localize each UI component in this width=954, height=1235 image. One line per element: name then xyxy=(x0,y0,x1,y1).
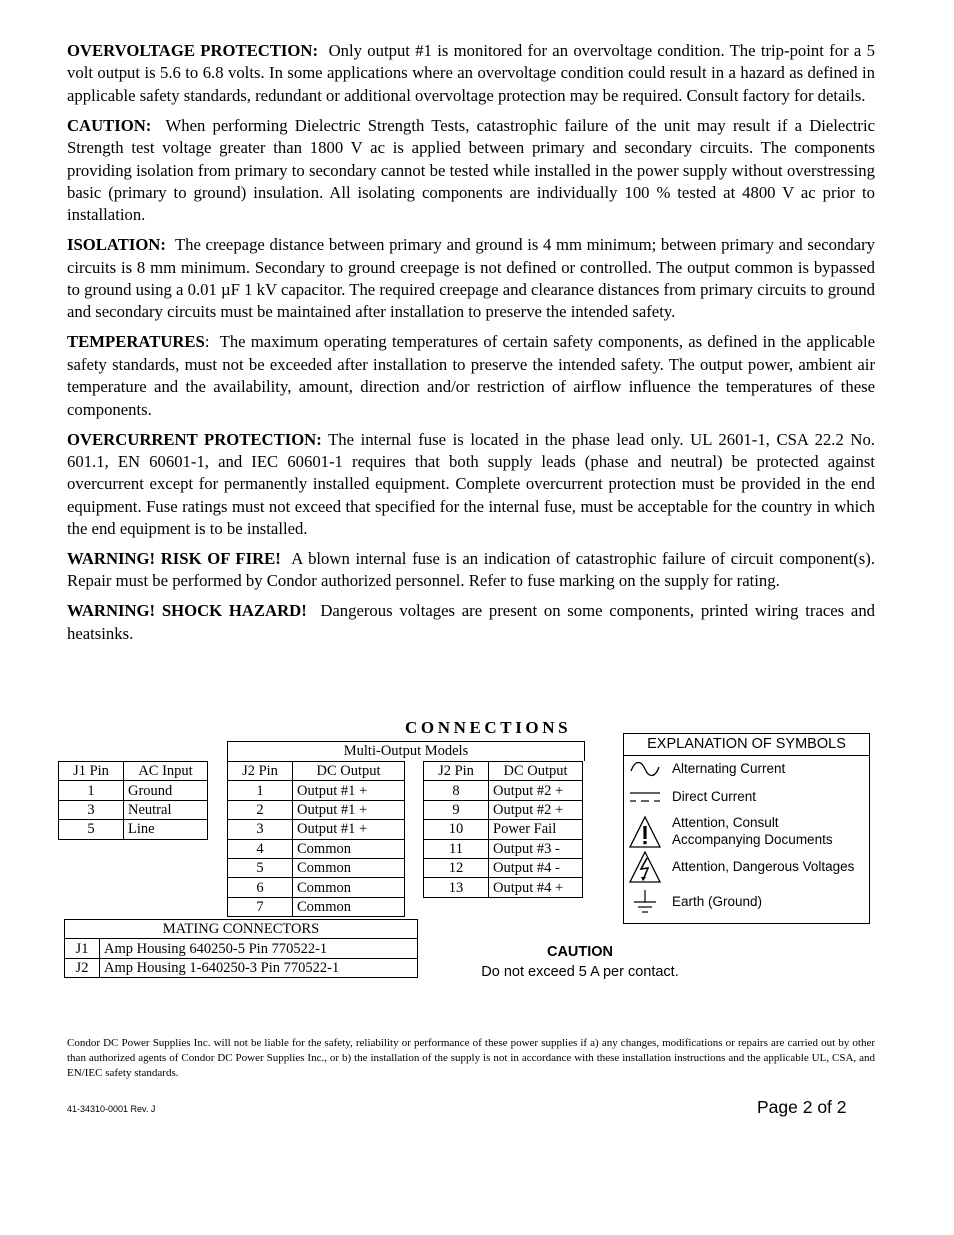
temperatures-paragraph: TEMPERATURES: The maximum operating temperatures of certain safety components, as defined in the applicable safety standards, must not be exceeded after installation to preserve the intended safety. The output power, ambient air temperature and the availability, amount, direction and/or restriction of airflow influence the temperatures of these components. xyxy=(67,332,875,419)
symbol-row xyxy=(624,758,869,780)
paragraph-heading: OVERCURRENT PROTECTION: xyxy=(67,429,322,449)
symbol-row xyxy=(624,814,869,850)
connections-title: CONNECTIONS xyxy=(405,718,572,737)
table-row xyxy=(65,939,418,958)
table-row xyxy=(59,800,208,819)
paragraph-heading: WARNING! SHOCK HAZARD! xyxy=(67,601,307,621)
paragraph-heading: TEMPERATURES xyxy=(67,332,205,352)
caution-text: Do not exceed 5 A per contact. xyxy=(481,963,679,980)
caution-title: CAUTION xyxy=(546,944,614,960)
table-header: J2 Pin xyxy=(424,762,489,781)
symbol-label: Direct Current xyxy=(672,789,757,804)
table-row xyxy=(228,800,405,819)
table-row xyxy=(424,800,583,819)
pin-cell: 1 xyxy=(228,781,293,800)
caution-paragraph xyxy=(67,115,875,227)
table-row xyxy=(228,858,405,877)
function-cell: Common xyxy=(293,858,405,877)
symbol-label: Earth (Ground) xyxy=(672,894,763,909)
function-cell: Output #2 + xyxy=(489,800,583,819)
table-row xyxy=(424,839,583,858)
symbols-title: EXPLANATION OF SYMBOLS xyxy=(624,734,869,756)
pin-cell: 1 xyxy=(59,781,124,800)
multi-output-header: Multi-Output Models xyxy=(227,741,585,761)
symbol-label: Attention, Consult Accompanying Documents xyxy=(672,815,833,847)
j2-outputs-table-a xyxy=(227,761,405,917)
pin-cell: 9 xyxy=(424,800,489,819)
overvoltage-paragraph xyxy=(67,40,875,107)
paragraph-text: Only output #1 is monitored for an overvoltage condition. The trip-point for a 5 volt output is 5.6 to 6.8 volts. In some applications where an overvoltage condition could result in a hazard as defined in applicable safety standards, redundant or additional overvoltage protection may be required. Consult factory for details. xyxy=(67,41,875,105)
function-cell: Output #1 + xyxy=(293,800,405,819)
pin-cell: 5 xyxy=(228,858,293,877)
page-number: Page 2 of 2 xyxy=(757,1097,847,1117)
paragraph-text: A blown internal fuse is an indication of catastrophic failure of circuit component(s). Repair must be performed by Condor authorized personnel. Refer to fuse marking on the supply for rating. xyxy=(67,549,876,591)
overcurrent-paragraph xyxy=(67,429,875,541)
table-header: DC Output xyxy=(293,762,405,781)
direct-current-icon xyxy=(628,787,662,807)
function-cell: Output #1 + xyxy=(293,781,405,800)
part-cell: Amp Housing 640250-5 Pin 770522-1 xyxy=(100,939,418,958)
paragraph-heading: OVERVOLTAGE PROTECTION: xyxy=(67,41,319,60)
pin-cell: 8 xyxy=(424,781,489,800)
table-header-row xyxy=(59,762,208,781)
symbol-label: Alternating Current xyxy=(672,761,786,776)
table-header-row xyxy=(228,762,405,781)
symbol-row xyxy=(624,786,869,808)
function-cell: Ground xyxy=(124,781,208,800)
paragraph-heading: ISOLATION: xyxy=(67,235,166,255)
pin-cell: 5 xyxy=(59,820,124,839)
pin-cell: 3 xyxy=(228,820,293,839)
table-row xyxy=(65,958,418,977)
pin-cell: 11 xyxy=(424,839,489,858)
table-row xyxy=(228,897,405,916)
connector-cell: J2 xyxy=(65,958,100,977)
table-row xyxy=(59,820,208,839)
earth-ground-icon xyxy=(628,888,662,916)
function-cell: Output #1 + xyxy=(293,820,405,839)
part-cell: Amp Housing 1-640250-3 Pin 770522-1 xyxy=(100,958,418,977)
function-cell: Neutral xyxy=(124,800,208,819)
paragraph-text: The internal fuse is located in the phase lead only. UL 2601-1, CSA 22.2 No. 601.1, EN 60601-1, and IEC 60601-1 requires that both supply leads (phase and neutral) be protected against overcurrent except for permanently installed equipment. Complete overcurrent protection must be provided in the end equipment. Fuse ratings must not exceed that specified for the internal fuse, must be acceptable for the country in which the end equipment is to be installed. xyxy=(67,429,875,539)
paragraph-heading: CAUTION: xyxy=(67,115,152,135)
pin-cell: 7 xyxy=(228,897,293,916)
table-row xyxy=(59,781,208,800)
table-row xyxy=(424,858,583,877)
table-title-row xyxy=(65,920,418,939)
j1-ac-input-table xyxy=(58,761,208,840)
symbols-legend xyxy=(623,733,870,924)
alternating-current-icon xyxy=(628,759,662,779)
j2-outputs-table-b xyxy=(423,761,583,898)
function-cell: Power Fail xyxy=(489,820,583,839)
symbol-row xyxy=(624,850,869,884)
table-row xyxy=(424,878,583,897)
function-cell: Output #4 + xyxy=(489,878,583,897)
shock-warning-paragraph xyxy=(67,600,875,645)
table-header: J1 Pin xyxy=(59,762,124,781)
table-header-row xyxy=(424,762,583,781)
contact-caution xyxy=(460,943,700,982)
paragraph-heading: WARNING! RISK OF FIRE! xyxy=(67,549,281,569)
table-row xyxy=(228,781,405,800)
pin-cell: 2 xyxy=(228,800,293,819)
function-cell: Line xyxy=(124,820,208,839)
pin-cell: 12 xyxy=(424,858,489,877)
function-cell: Common xyxy=(293,878,405,897)
paragraph-text: The maximum operating temperatures of certain safety components, as defined in the applicable safety standards, must not be exceeded after installation to preserve the intended safety. The output power, ambient air temperature and the availability, amount, direction and/or restriction of airflow influence the temperatures of these components. xyxy=(67,332,875,419)
table-header: DC Output xyxy=(489,762,583,781)
pin-cell: 3 xyxy=(59,800,124,819)
function-cell: Output #2 + xyxy=(489,781,583,800)
function-cell: Output #4 - xyxy=(489,858,583,877)
document-number: 41-34310-0001 Rev. J xyxy=(67,1104,156,1114)
liability-disclaimer: Condor DC Power Supplies Inc. will not be liable for the safety, reliability or performance of these power supplies if a) any changes, modifications or repairs are carried out by other than authorized agents of Condor DC Power Supplies Inc., or b) the installation of the supply is not in accordance with these installation instructions and the applicable UL, CSA, and EN/IEC safety standards. xyxy=(67,1037,875,1079)
paragraph-text: Dangerous voltages are present on some components, printed wiring traces and heatsinks. xyxy=(67,601,876,643)
connector-cell: J1 xyxy=(65,939,100,958)
table-row xyxy=(228,878,405,897)
fire-warning-paragraph xyxy=(67,548,875,593)
function-cell: Common xyxy=(293,897,405,916)
table-row xyxy=(228,839,405,858)
pin-cell: 6 xyxy=(228,878,293,897)
isolation-paragraph xyxy=(67,234,875,324)
table-row xyxy=(228,820,405,839)
table-header: AC Input xyxy=(124,762,208,781)
pin-cell: 13 xyxy=(424,878,489,897)
table-header: J2 Pin xyxy=(228,762,293,781)
function-cell: Output #3 - xyxy=(489,839,583,858)
document-body xyxy=(67,40,875,653)
attention-icon xyxy=(628,815,662,849)
paragraph-text: The creepage distance between primary and ground is 4 mm minimum; between primary and secondary circuits is 8 mm minimum. Secondary to ground creepage is not defined or controlled. The output common is bypassed to ground using a 0.01 µF 1 kV capacitor. The required creepage and clearance distances from primary circuits to ground and secondary circuits must be maintained after installation to preserve the intended safety. xyxy=(67,235,875,322)
table-row xyxy=(424,820,583,839)
mating-connectors-table xyxy=(64,919,418,978)
table-row xyxy=(424,781,583,800)
pin-cell: 10 xyxy=(424,820,489,839)
pin-cell: 4 xyxy=(228,839,293,858)
symbol-row xyxy=(624,888,869,916)
symbol-label: Attention, Dangerous Voltages xyxy=(672,859,855,874)
table-title: MATING CONNECTORS xyxy=(65,920,418,939)
dangerous-voltage-icon xyxy=(628,850,662,884)
function-cell: Common xyxy=(293,839,405,858)
paragraph-text: When performing Dielectric Strength Tests, catastrophic failure of the unit may result if a Dielectric Strength test voltage greater than 1800 V ac is applied between primary and secondary circuits. The components providing isolation from primary to secondary cannot be tested while installed in the power supply without overstressing basic (primary to ground) insulation. All isolating components are individually 100 % tested at 4800 V ac prior to installation. xyxy=(67,115,875,225)
